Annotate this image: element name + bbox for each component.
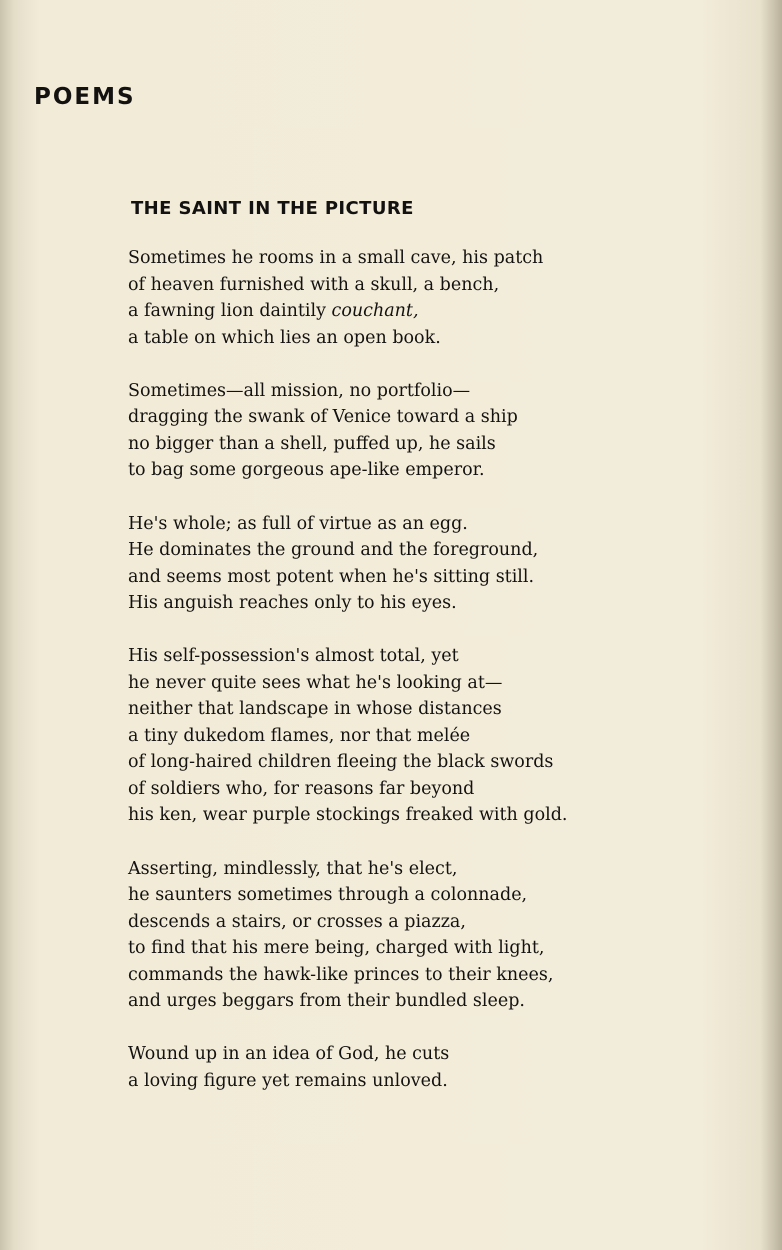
poem-line: neither that landscape in whose distances [128,699,502,720]
poem-line: and seems most potent when he's sitting still. [128,566,535,587]
poem-line: commands the hawk-like princes to their knees, [128,964,554,985]
poem-line: dragging the swank of Venice toward a ship [128,407,518,428]
stanza-gap [128,829,598,856]
stanza-gap [128,351,598,378]
poem-line: Sometimes he rooms in a small cave, his patch [128,248,544,268]
poem-line: a fawning lion daintily couchant, [128,301,419,321]
poem-title: THE SAINT IN THE PICTURE [131,198,414,219]
stanza [128,856,598,1015]
poem-line: His anguish reaches only to his eyes. [128,593,457,614]
poem-line: a table on which lies an open book. [128,327,441,348]
poem-line: to find that his mere being, charged with light, [128,938,545,959]
poem-line: He dominates the ground and the foreground, [128,540,539,561]
stanza-gap [128,1015,598,1042]
poem-line: of long-haired children fleeing the black swords [128,752,554,773]
poem-line: of soldiers who, for reasons far beyond [128,778,475,799]
stanza [128,511,598,617]
poem-line: His self-possession's almost total, yet [128,646,459,667]
stanza-gap [128,484,598,511]
poem-line: he never quite sees what he's looking at— [128,672,503,693]
poem-line: and urges beggars from their bundled sleep. [128,991,525,1012]
poem-line: of heaven furnished with a skull, a bench, [128,274,500,295]
stanza [128,1041,598,1094]
stanza-gap [128,617,598,644]
stanza [128,245,598,351]
poem-line: his ken, wear purple stockings freaked with gold. [128,805,568,826]
poem-line: Wound up in an idea of God, he cuts [128,1044,450,1065]
poem-line: to bag some gorgeous ape-like emperor. [128,460,485,481]
stanza [128,378,598,484]
poem-line: Sometimes—all mission, no portfolio— [128,380,471,401]
poem-line: a loving figure yet remains unloved. [128,1070,448,1091]
poem-line: Asserting, mindlessly, that he's elect, [128,858,458,879]
poem-line: descends a stairs, or crosses a piazza, [128,911,466,932]
section-heading: POEMS [34,84,136,110]
italic-word: couchant, [331,301,419,321]
poem-line: no bigger than a shell, puffed up, he sails [128,433,496,454]
poem-line: He's whole; as full of virtue as an egg. [128,513,468,534]
poem-line: a tiny dukedom flames, nor that melée [128,725,471,746]
poem-body [128,245,598,1094]
stanza [128,643,598,829]
poem-line: he saunters sometimes through a colonnade, [128,885,528,906]
